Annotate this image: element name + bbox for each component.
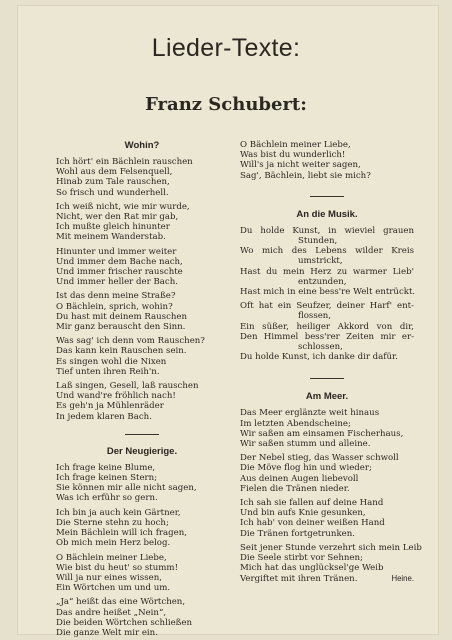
stanza — [240, 542, 422, 584]
verse-line: Und wand're fröhlich nach! — [56, 391, 176, 402]
left-column — [56, 140, 228, 638]
verse-line: Und immer heller der Bach. — [56, 277, 178, 288]
verse-line: Ich mußte gleich hinunter — [56, 222, 170, 233]
verse-line: Ich hab' von deiner weißen Hand — [240, 518, 385, 529]
verse-line: Hast du mein Herz zu warmer Lieb' — [240, 266, 414, 277]
composer-heading: Franz Schubert: — [145, 94, 307, 115]
verse-line: Du holde Kunst, ich danke dir dafür. — [240, 352, 398, 363]
stanza — [240, 453, 414, 494]
verse-line: Ob mich mein Herz belog. — [56, 538, 171, 549]
verse-line: Ich hört' ein Bächlein rauschen — [56, 157, 193, 167]
verse-line: Das kann kein Rauschen sein. — [56, 346, 187, 357]
verse-line: Ich frage keine Blume, — [56, 462, 156, 473]
verse-line: Du hast mit deinem Rauschen — [56, 311, 188, 322]
verse-line: Sie können mir alle nicht sagen, — [56, 483, 197, 494]
verse-line: Das Meer erglänzte weit hinaus — [240, 408, 380, 419]
verse-line: Das andre heißet „Nein“, — [56, 607, 167, 618]
verse-line: Fielen die Tränen nieder. — [240, 483, 350, 494]
stanza — [56, 463, 228, 504]
verse-line: Ich weiß nicht, wie mir wurde, — [56, 201, 190, 212]
verse-line: Sag', Bächlein, liebt sie mich? — [240, 170, 371, 181]
right-column — [240, 140, 422, 584]
verse-line: Mir ganz berauscht den Sinn. — [56, 322, 186, 333]
verse-line: Mein Bächlein will ich fragen, — [56, 528, 187, 539]
poem-neugierige — [56, 463, 228, 638]
verse-line: Wohl aus dem Felsenquell, — [56, 167, 173, 178]
verse-line: Die ganze Welt mir ein. — [56, 627, 158, 638]
page-title: Lieder-Texte: — [151, 34, 301, 62]
stanza — [56, 508, 228, 549]
verse-line: Es geh'n ja Mühlenräder — [56, 401, 164, 412]
verse-line: Ein Wörtchen um und um. — [56, 583, 171, 594]
verse-line: Stunden, — [298, 236, 338, 247]
poem-wohin — [56, 157, 228, 422]
verse-line: Mich hat das unglücksel'ge Weib — [240, 563, 384, 574]
verse-line: Du holde Kunst, in wieviel grauen — [240, 225, 414, 236]
verse-line: Die Seele stirbt vor Sehnen; — [240, 553, 363, 564]
verse-line: entzunden, — [298, 276, 347, 287]
verse-line: Die beiden Wörtchen schließen — [56, 617, 193, 628]
poem-title-wohin: Wohin? — [124, 140, 160, 151]
verse-line: schlossen, — [298, 342, 343, 353]
verse-line: Ist das denn meine Straße? — [56, 291, 176, 302]
stanza — [56, 381, 228, 422]
stanza — [56, 247, 228, 288]
verse-line: O Bächlein, sprich, wohin? — [56, 301, 173, 312]
verse-line: Und immer frischer rauschte — [56, 267, 183, 278]
poem-neugierige-continued — [240, 140, 414, 181]
separator-rule — [310, 378, 344, 379]
verse-line: Was sag' ich denn vom Rauschen? — [56, 336, 205, 347]
verse-line: Die Sterne stehn zu hoch; — [56, 517, 169, 528]
stanza — [56, 157, 228, 198]
verse-line: In jedem klaren Bach. — [56, 411, 152, 422]
verse-line: Laß singen, Gesell, laß rauschen — [56, 381, 199, 392]
verse-line: Wir saßen stumm und alleine. — [240, 439, 371, 450]
verse-line: Wie bist du heut' so stumm! — [56, 562, 179, 573]
poem-title-meer: Am Meer. — [305, 391, 349, 403]
verse-line: Hast mich in eine bess're Welt entrückt. — [240, 287, 416, 298]
verse-line: flossen, — [298, 311, 332, 322]
stanza — [240, 301, 414, 362]
verse-line: Und bin aufs Knie gesunken, — [240, 508, 366, 519]
verse-line: Im letzten Abendscheine; — [240, 418, 351, 429]
stanza — [56, 336, 228, 377]
stanza — [56, 291, 228, 332]
verse-line: Will ja nur eines wissen, — [56, 572, 162, 583]
verse-line: Will's ja nicht weiter sagen, — [240, 160, 361, 171]
verse-line: Die Tränen fortgetrunken. — [240, 528, 356, 539]
verse-line: Tief unten ihren Reih'n. — [56, 366, 160, 377]
verse-line: Wo mich des Lebens wilder Kreis — [240, 246, 414, 257]
verse-line: umstrickt, — [298, 256, 343, 267]
verse-line: Seit jener Stunde verzehrt sich mein Leib — [240, 542, 422, 553]
verse-line: Mit meinem Wanderstab. — [56, 232, 166, 243]
stanza — [56, 553, 228, 594]
poem-author: Heine. — [391, 573, 414, 583]
separator-rule — [310, 196, 344, 197]
stanza — [56, 597, 228, 638]
verse-line: Die Möve flog hin und wieder; — [240, 463, 372, 474]
verse-line: O Bächlein meiner Liebe, — [240, 140, 351, 150]
poem-an-die-musik — [240, 226, 414, 363]
verse-line: Den Himmel bess'rer Zeiten mir er- — [240, 331, 414, 342]
verse-line: „Ja“ heißt das eine Wörtchen, — [56, 597, 186, 608]
verse-line: Ich frage keinen Stern; — [56, 473, 158, 484]
verse-line: Aus deinen Augen liebevoll — [240, 473, 359, 484]
verse-line: Hinunter und immer weiter — [56, 246, 177, 257]
verse-line: Was bist du wunderlich! — [240, 150, 346, 161]
stanza — [240, 226, 414, 297]
stanza — [240, 498, 414, 539]
verse-line: So frisch und wunderhell. — [56, 187, 169, 198]
stanza — [56, 202, 228, 243]
verse-line: Wir saßen am einsamen Fischerhaus, — [240, 428, 404, 439]
separator-rule — [125, 434, 159, 435]
verse-line: Vergiftet mit ihren Tränen. Heine. — [240, 573, 414, 584]
verse-line: Der Nebel stieg, das Wasser schwoll — [240, 453, 399, 464]
stanza — [240, 408, 414, 449]
verse-line: Ich sah sie fallen auf deine Hand — [240, 498, 384, 509]
verse-line: Ein süßer, heiliger Akkord von dir, — [240, 321, 414, 332]
verse-line: Es singen wohl die Nixen — [56, 356, 167, 367]
verse-line: Was ich erführ so gern. — [56, 493, 158, 504]
poem-title-neugierige: Der Neugierige. — [106, 445, 178, 457]
verse-line: O Bächlein meiner Liebe, — [56, 552, 167, 563]
verse-line: Nicht, wer den Rat mir gab, — [56, 212, 179, 223]
stanza — [240, 140, 414, 181]
verse-line: Hinab zum Tale rauschen, — [56, 177, 170, 188]
verse-line: Ich bin ja auch kein Gärtner, — [56, 507, 181, 518]
poem-title-musik: An die Musik. — [296, 208, 358, 220]
poem-am-meer — [240, 408, 422, 584]
verse-line: Oft hat ein Seufzer, deiner Harf' ent- — [240, 301, 414, 312]
verse-line: Und immer dem Bache nach, — [56, 256, 183, 267]
